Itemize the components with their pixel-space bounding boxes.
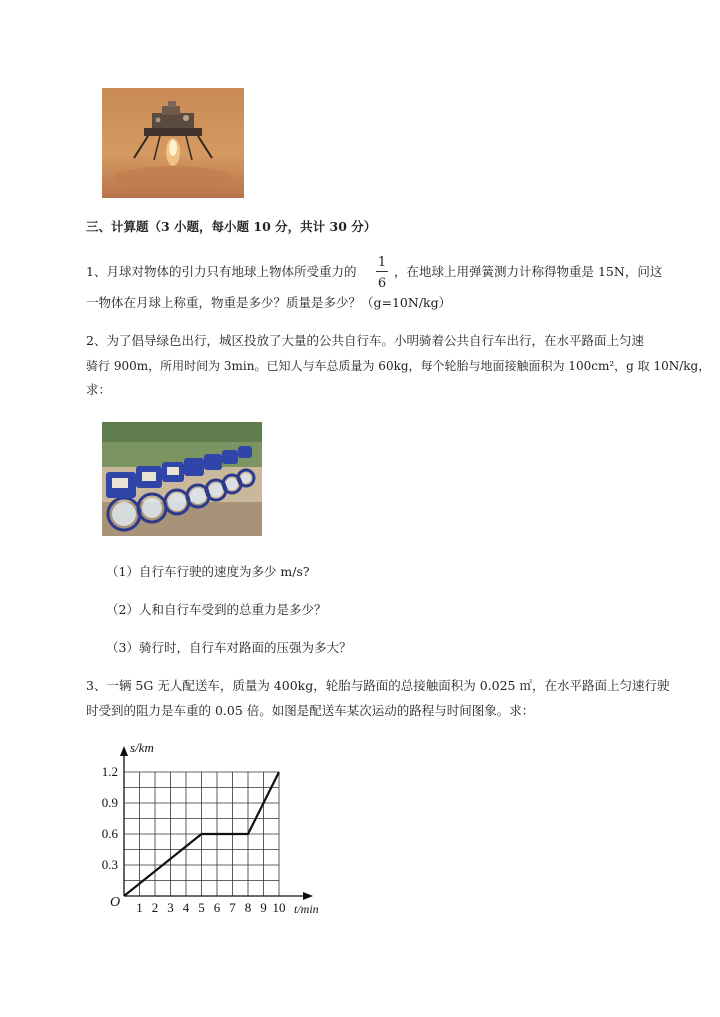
- y-tick-label: 0.3: [101, 857, 118, 872]
- x-tick-label: 2: [151, 900, 159, 915]
- q2-line1: 2、为了倡导绿色出行，城区投放了大量的公共自行车。小明骑着公共自行车出行，在水平路面上匀速: [86, 333, 644, 348]
- x-tick-label: 6: [213, 900, 221, 915]
- q2-line2: 骑行 900m，所用时间为 3min。已知人与车总质量为 60kg，每个轮胎与地面接触面积为 100cm²，g 取 10N/kg，: [86, 359, 711, 373]
- y-tick-label: 0.9: [101, 795, 118, 810]
- y-axis-label: s/km: [130, 740, 154, 755]
- x-tick-label: 1: [136, 900, 143, 915]
- x-tick-label: 7: [229, 900, 236, 915]
- x-tick-label: 8: [244, 900, 252, 915]
- x-tick-label: 10: [272, 900, 286, 915]
- y-tick-label: 0.6: [101, 826, 118, 841]
- q3-line1: 3、一辆 5G 无人配送车，质量为 400kg，轮胎与路面的总接触面积为 0.025 ㎡，在水平路面上匀速行驶: [86, 678, 670, 693]
- x-axis-label: t/min: [294, 902, 319, 916]
- q2-line3: 求：: [86, 382, 112, 397]
- origin-label: O: [110, 895, 121, 910]
- q1-line1-after: ，在地球上用弹簧测力计称得物重是 15N，问这: [394, 264, 663, 279]
- s-t-chart: [96, 735, 336, 925]
- fraction-bar: [376, 271, 388, 272]
- fraction-numerator: 1: [377, 255, 387, 270]
- q2-sub2: （2）人和自行车受到的总重力是多少？: [106, 602, 327, 617]
- x-tick-label: 4: [182, 900, 190, 915]
- y-tick-label: 1.2: [101, 764, 118, 779]
- q3-line2: 时受到的阻力是车重的 0.05 倍。如图是配送车某次运动的路程与时间图象。求：: [86, 703, 535, 718]
- x-tick-label: 9: [260, 900, 267, 915]
- y-axis-arrow: [120, 746, 128, 756]
- q1-line2: 一物体在月球上称重，物重是多少？质量是多少？（g=10N/kg）: [86, 295, 452, 310]
- x-tick-label: 3: [167, 900, 174, 915]
- mars-lander-photo: [102, 88, 244, 198]
- x-axis-arrow: [303, 892, 313, 900]
- section-heading: 三、计算题（3 小题，每小题 10 分，共计 30 分）: [86, 219, 377, 234]
- q2-sub3: （3）骑行时，自行车对路面的压强为多大？: [106, 640, 352, 655]
- x-tick-label: 5: [198, 900, 205, 915]
- q1-line1-before: 1、月球对物体的引力只有地球上物体所受重力的: [86, 264, 357, 279]
- fraction-denominator: 6: [377, 276, 387, 291]
- bicycles-photo: [102, 422, 262, 536]
- q2-sub1: （1）自行车行驶的速度为多少 m/s?: [106, 564, 310, 579]
